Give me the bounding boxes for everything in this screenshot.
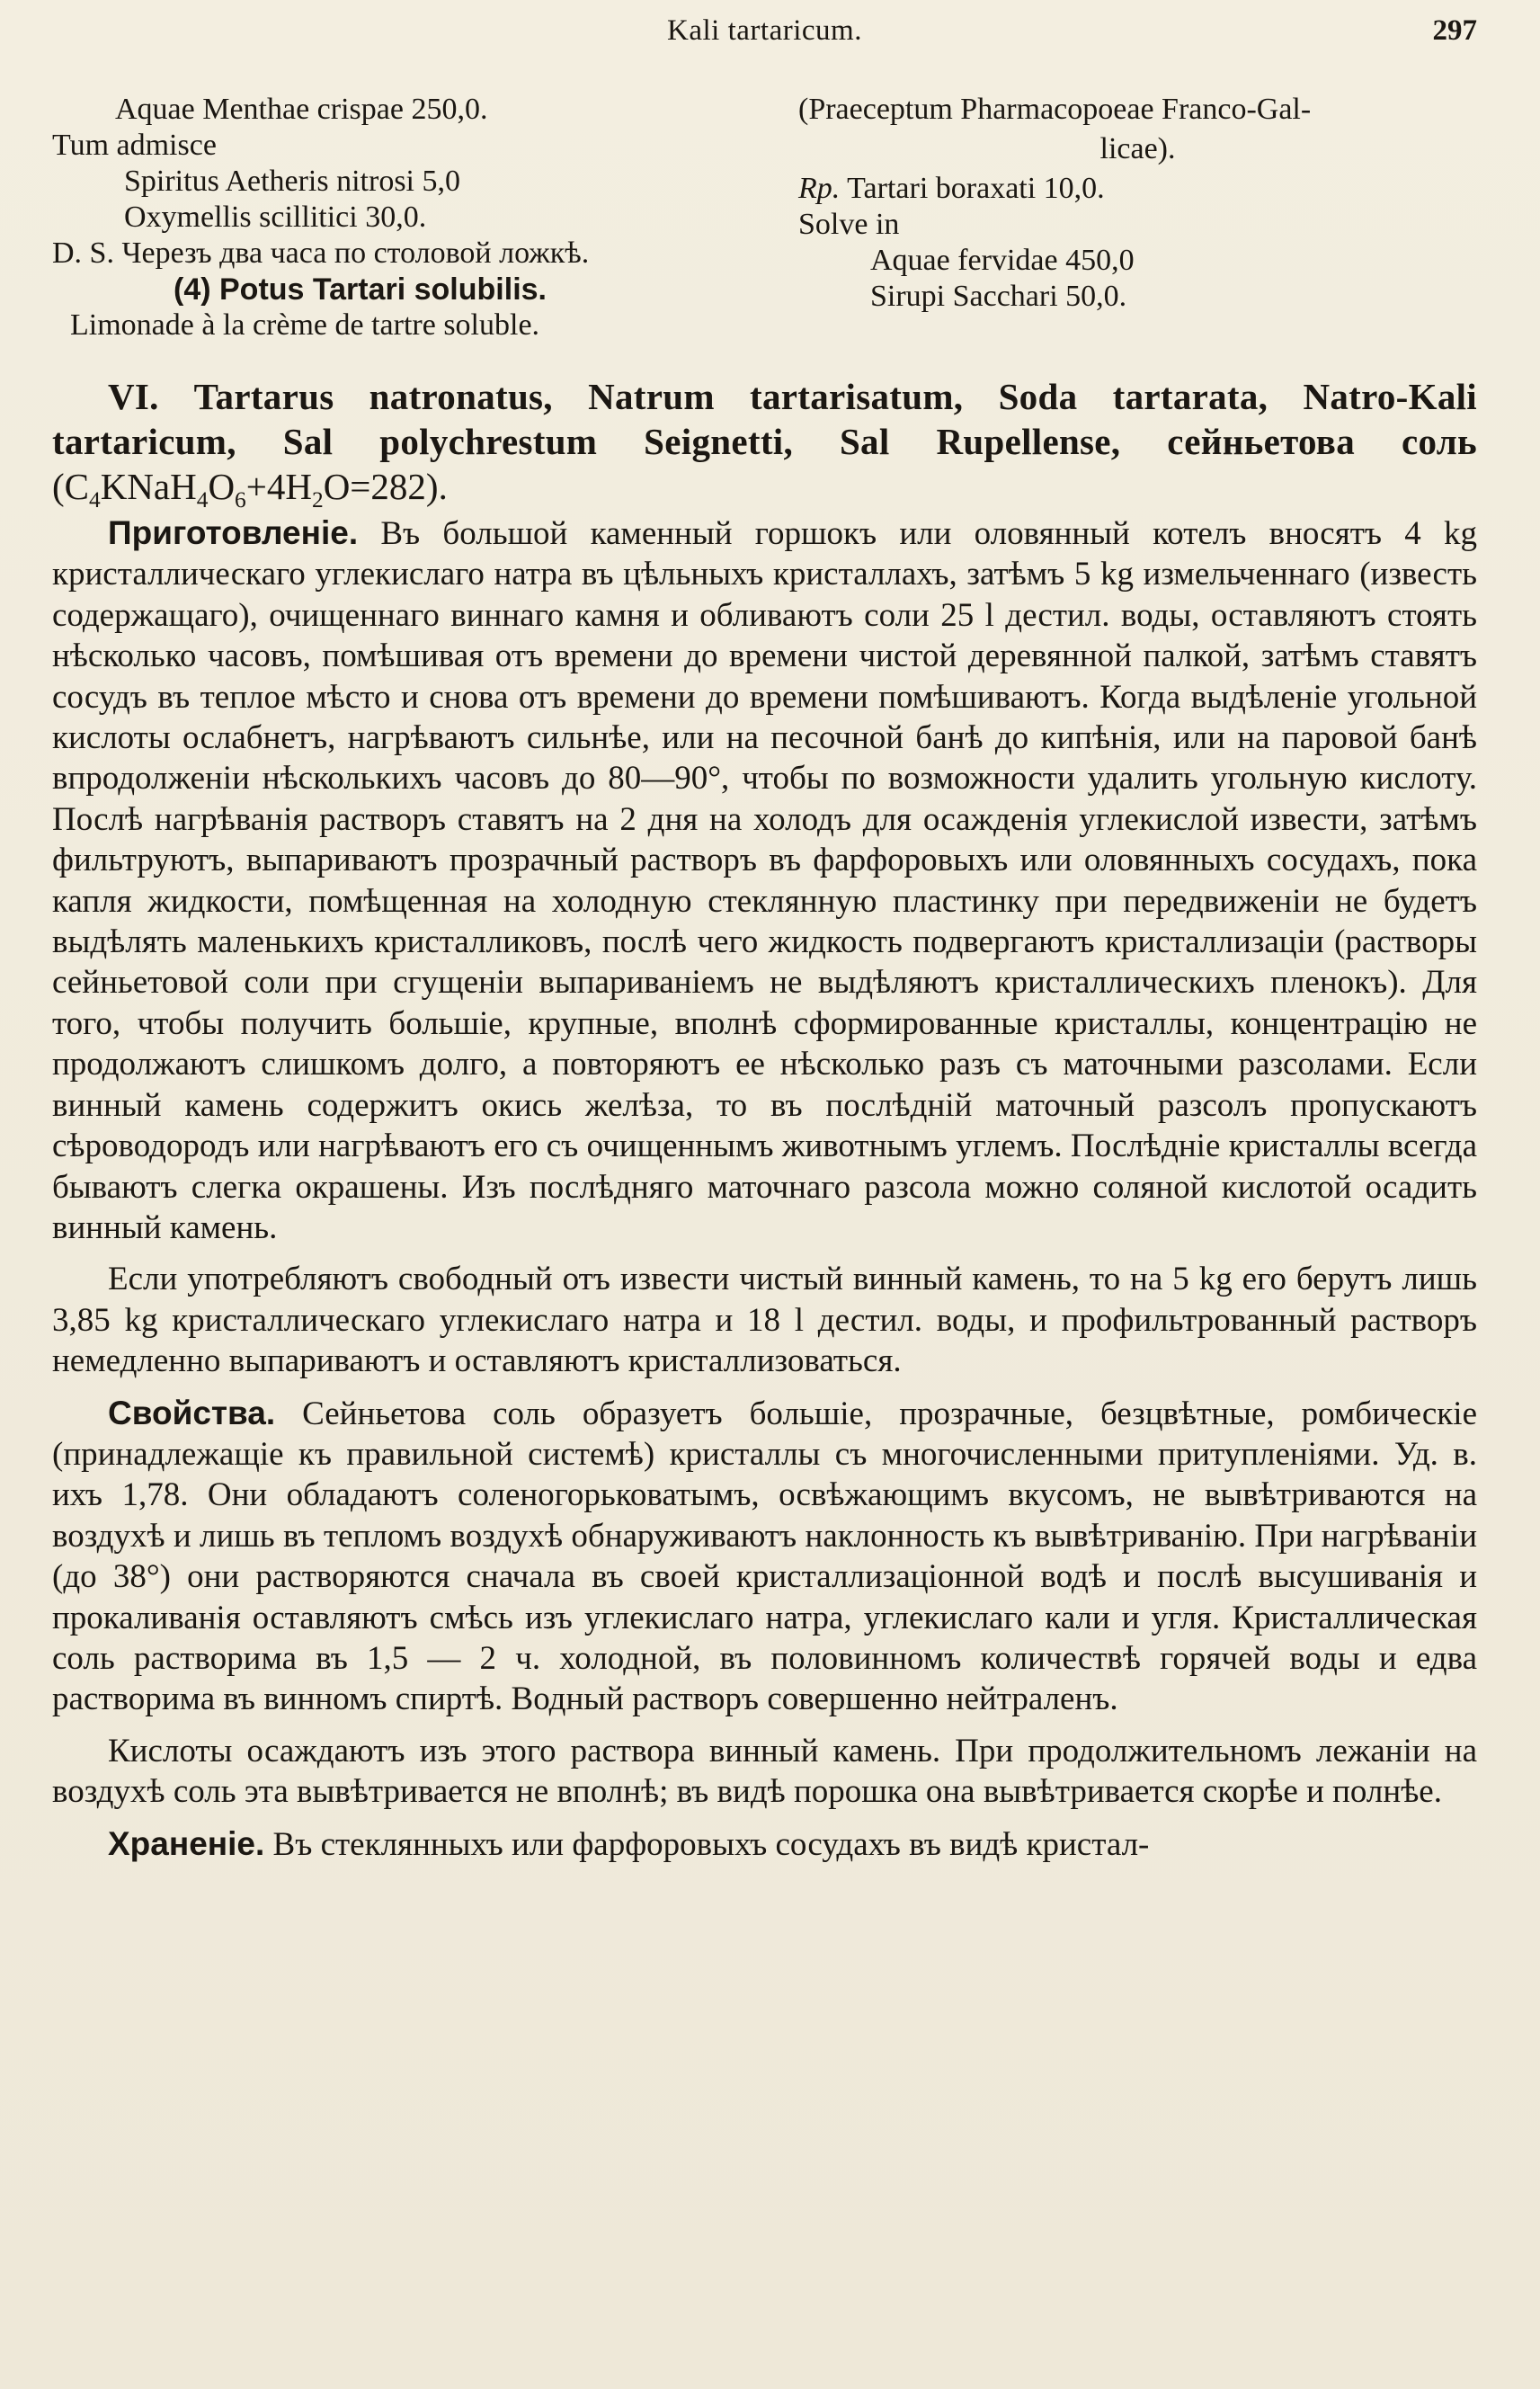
paragraph-text: Сейньетова соль образуетъ большіе, прозрачные, безцвѣтные, ромбическіе (принадлежащіе къ правильной системѣ) кристаллы съ многочисленными притупленіями. Уд. в. ихъ 1,78. Они обладаютъ соленогорьковатымъ, освѣжающимъ вкусомъ, не вывѣтриваются на воздухѣ и лишь въ тепломъ воздухѣ обнаруживаютъ наклонность къ вывѣтриванію. При нагрѣваніи (до 38°) они растворяются сначала въ своей кристаллизаціонной водѣ и послѣ высушиванія и прокаливанія оставляютъ смѣсь изъ углекислаго натра, углекислаго кали и угля. Кристаллическая соль растворима въ 1,5 — 2 ч. холодной, въ половинномъ количествѣ горячей воды и едва растворима въ винномъ спиртѣ. Водный растворъ совершенно нейтраленъ.: [52, 1395, 1477, 1718]
recipe-line: Tum admisce: [52, 129, 217, 162]
recipe-prefix: Rp.: [798, 172, 841, 205]
recipe-line: Limonade à la crème de tartre soluble.: [70, 308, 540, 342]
running-head: [52, 0, 1477, 56]
paragraph-pure-tartar: Если употребляютъ свободный отъ извести чистый винный камень, то на 5 kg его берутъ лишь 3,85 kg кристаллическаго углекислаго натра и 18 l дестил. воды, и профильтрованный растворъ немедленно выпариваютъ и оставляютъ кристаллизоваться.: [52, 1261, 1477, 1380]
recipe-line: Aquae Menthae crispae 250,0.: [115, 93, 488, 126]
recipe-source-cont: licae).: [1099, 132, 1176, 165]
paragraph-acids: Кислоты осаждаютъ изъ этого раствора винный камень. При продолжительномъ лежаніи на воздухѣ соль эта вывѣтривается не вполнѣ; въ видѣ порошка она вывѣтривается скорѣе и полнѣе.: [52, 1732, 1477, 1811]
recipe-line: Sirupi Sacchari 50,0.: [870, 280, 1127, 313]
recipe-line: Solve in: [798, 208, 900, 241]
running-title: Kali tartaricum.: [667, 14, 862, 47]
recipe-line: Aquae fervidae 450,0: [870, 244, 1135, 277]
section-heading: [52, 374, 1477, 513]
paragraph-lead: Свойства.: [108, 1394, 276, 1431]
paragraph-preparation: [52, 513, 1477, 1248]
paragraph-storage: [52, 1823, 1477, 1865]
paragraph-text: Въ большой каменный горшокъ или оловянный котелъ вносятъ 4 kg кристаллическаго углекислаго натра въ цѣльныхъ кристаллахъ, затѣмъ 5 kg измельченнаго (известь содержащаго), очищеннаго виннаго камня и обливаютъ соли 25 l дестил. воды, оставляютъ стоять нѣсколько часовъ, помѣшивая отъ времени до времени чистой деревянной палкой, затѣмъ ставятъ сосудъ въ теплое мѣсто и снова отъ времени до времени помѣшиваютъ. Когда выдѣленіе угольной кислоты ослабнетъ, нагрѣваютъ сильнѣе, или на песочной банѣ до кипѣнія, или на паровой банѣ впродолженіи нѣсколькихъ часовъ до 80—90°, чтобы по возможности удалить угольную кислоту. Послѣ нагрѣванія растворъ ставятъ на 2 дня на холодъ для осажденія углекислой извести, затѣмъ фильтруютъ, выпариваютъ прозрачный растворъ въ фарфоровыхъ или оловянныхъ сосудахъ, пока капля жидкости, помѣщенная на холодную стеклянную пластинку при передвиженіи не будетъ выдѣлять маленькихъ кристалликовъ, послѣ чего жидкость подвергаютъ кристаллизаціи (растворы сейньетовой соли при сгущеніи выпариваніемъ не выдѣляютъ кристаллическихъ пленокъ). Для того, чтобы получить большіе, крупные, вполнѣ сформированные кристаллы, концентрацію не продолжаютъ слишкомъ долго, а повторяютъ ее нѣсколько разъ съ маточными разсолами. Если винный камень содержитъ окись желѣза, то въ послѣдній маточный разсолъ пропускаютъ сѣроводородъ или нагрѣваютъ его съ очищеннымъ животнымъ углемъ. Послѣдніе кристаллы всегда бываютъ слегка окрашены. Изъ послѣдняго маточнаго разсола можно соляной кислотой осадить винный камень.: [52, 515, 1477, 1246]
recipe-text: Tartari boraxati 10,0.: [840, 172, 1105, 205]
page-number: 297: [1432, 14, 1477, 47]
article-body: [52, 513, 1477, 1865]
recipe-line: [798, 171, 1477, 207]
chemical-formula: $(C_4KNaH_4O_6+4H_2O=282)$.: [52, 466, 448, 513]
section-numeral: VI.: [108, 376, 159, 417]
recipe-columns: [52, 92, 1477, 343]
recipe-source: (Praeceptum Pharmacopoeae Franco-Gal-: [798, 93, 1312, 126]
recipe-directions: D. S. Черезъ два часа по столовой ложкѣ.: [52, 236, 590, 270]
paragraph-lead: Храненіе.: [108, 1824, 265, 1862]
left-column: [52, 92, 762, 343]
recipe-line: Spiritus Aetheris nitrosi 5,0: [124, 165, 460, 198]
section-title: Tartarus natronatus, Natrum tartarisatum, Soda tartarata, Natro-Kali tartaricum, Sal polychrestum Seignetti, Sal Rupellense, сейньетова соль: [52, 376, 1477, 462]
right-column: [798, 92, 1477, 343]
paragraph-lead: Приготовленіе.: [108, 514, 359, 551]
paragraph-text: Въ стеклянныхъ или фарфоровыхъ сосудахъ въ видѣ кристал-: [264, 1825, 1150, 1863]
recipe-heading: (4) Potus Tartari solubilis.: [174, 272, 547, 307]
paragraph-properties: [52, 1393, 1477, 1720]
recipe-line: Oxymellis scillitici 30,0.: [124, 201, 427, 234]
